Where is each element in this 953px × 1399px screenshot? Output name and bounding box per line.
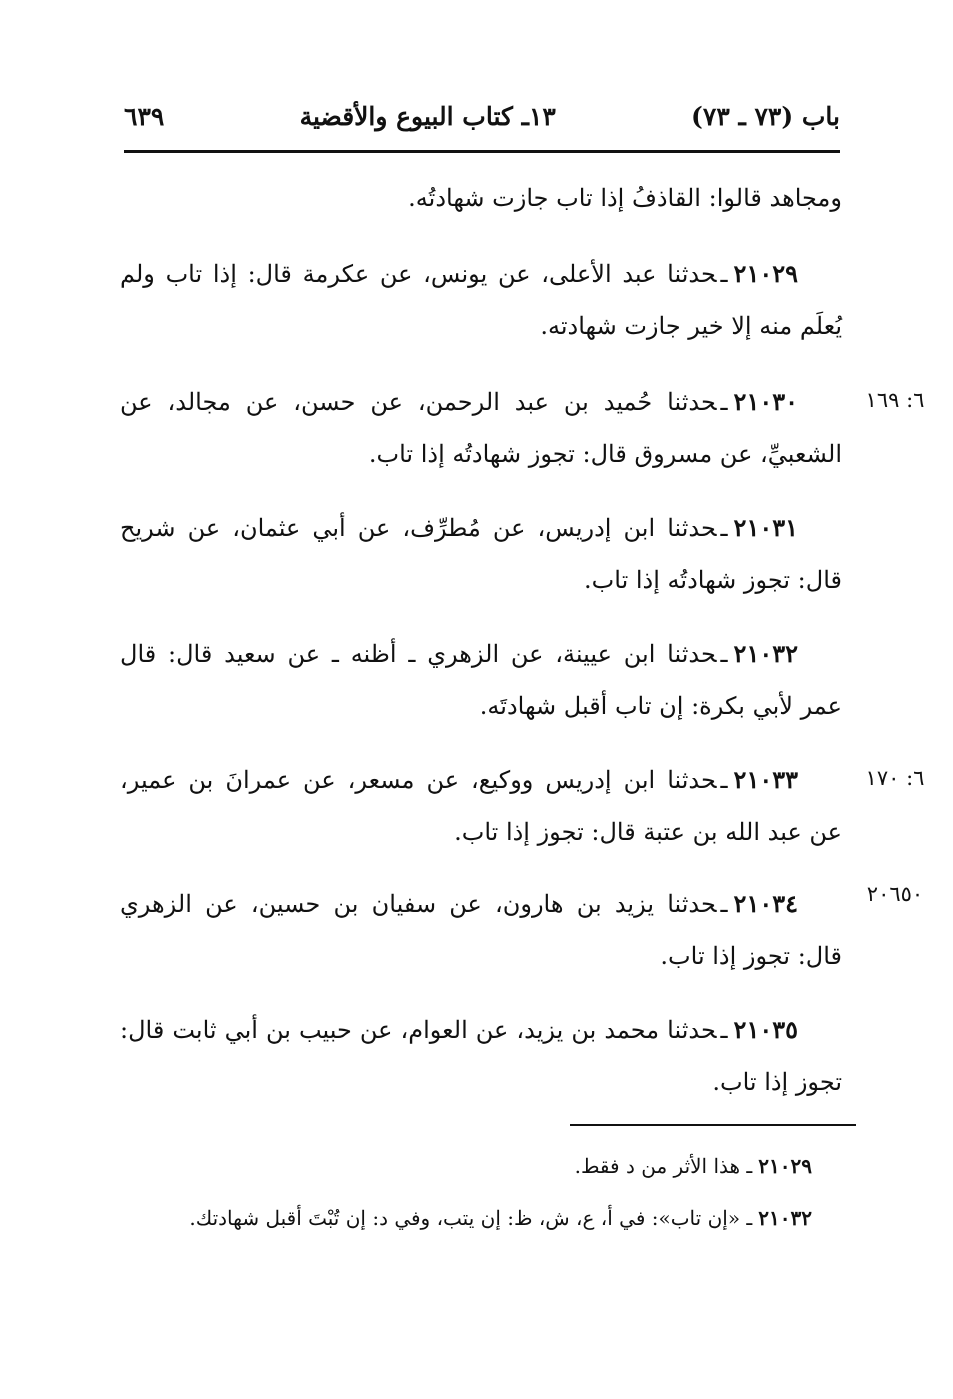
entry-continuation <box>120 172 842 224</box>
entry-21033: ٢١٠٣٣ـحدثنا ابن إدريس ووكيع، عن مسعر، عن عمرانَ بن عمير، عن عبد الله بن عتبة قال: تجوز إذا تاب. <box>120 765 842 846</box>
footnote-21029: ٢١٠٢٩ـ هذا الأثر من د فقط. <box>574 1154 812 1178</box>
book-title: ١٣ـ كتاب البيوع والأقضية <box>299 101 556 131</box>
page-header <box>124 96 840 136</box>
entry-number: ٢١٠٣٤ <box>733 889 798 918</box>
entry-number: ٢١٠٣٥ <box>733 1015 798 1044</box>
header-divider <box>124 150 840 153</box>
entry-text: حدثنا ابن عيينة، عن الزهري ـ أظنه ـ عن سعيد قال: قال عمر لأبي بكرة: إن تاب أقبل شهادتَه. <box>120 640 842 720</box>
footnote-text: هذا الأثر من د فقط. <box>574 1154 741 1178</box>
page-number: ٦٣٩ <box>124 101 165 131</box>
entry-number: ٢١٠٢٩ <box>733 259 798 288</box>
entry-number: ٢١٠٣٢ <box>733 639 798 668</box>
entry-number: ٢١٠٣٣ <box>733 765 798 794</box>
entry-text: ومجاهد قالوا: القاذفُ إذا تاب جازت شهادتُه. <box>408 184 842 212</box>
entry-21029: ٢١٠٢٩ـحدثنا عبد الأعلى، عن يونس، عن عكرمة قال: إذا تاب ولم يُعلَم منه إلا خير جازت شهادته. <box>120 259 842 340</box>
margin-reference: ٦: ١٧٠ <box>865 766 925 790</box>
entry-21032: ٢١٠٣٢ـحدثنا ابن عيينة، عن الزهري ـ أظنه ـ عن سعيد قال: قال عمر لأبي بكرة: إن تاب أقبل شهادتَه. <box>120 639 842 720</box>
footnote-text: «إن تاب»: في أ، ع، ش، ظ: إن يتب، وفي د: إن تُبْتَ أقبل شهادتك. <box>189 1206 741 1230</box>
entry-number: ٢١٠٣١ <box>733 513 798 542</box>
entry-text: حدثنا ابن إدريس ووكيع، عن مسعر، عن عمرانَ بن عمير، عن عبد الله بن عتبة قال: تجوز إذا تاب. <box>120 766 842 846</box>
margin-reference: ٢٠٦٥٠ <box>866 882 924 906</box>
entry-21031: ٢١٠٣١ـحدثنا ابن إدريس، عن مُطرِّف، عن أبي عثمان، عن شريح قال: تجوز شهادتُه إذا تاب. <box>120 513 842 594</box>
entry-text: حدثنا ابن إدريس، عن مُطرِّف، عن أبي عثمان، عن شريح قال: تجوز شهادتُه إذا تاب. <box>120 514 842 594</box>
entry-text: حدثنا يزيد بن هارون، عن سفيان بن حسين، عن الزهري قال: تجوز إذا تاب. <box>120 890 842 970</box>
entry-21034: ٢١٠٣٤ـحدثنا يزيد بن هارون، عن سفيان بن حسين، عن الزهري قال: تجوز إذا تاب. <box>120 889 842 970</box>
entry-number: ٢١٠٣٠ <box>733 387 798 416</box>
entry-text: حدثنا محمد بن يزيد، عن العوام، عن حبيب بن أبي ثابت قال: تجوز إذا تاب. <box>120 1016 842 1096</box>
entry-21030: ٢١٠٣٠ـحدثنا حُميد بن عبد الرحمن، عن حسن، عن مجالد، عن الشعبيِّ، عن مسروق قال: تجوز شهادتُه إذا تاب. <box>120 387 842 468</box>
entry-text: حدثنا عبد الأعلى، عن يونس، عن عكرمة قال: إذا تاب ولم يُعلَم منه إلا خير جازت شهادته. <box>120 260 842 340</box>
chapter-label: باب (٧٣ ـ ٧٣) <box>691 101 840 131</box>
margin-reference: ٦: ١٦٩ <box>865 388 925 412</box>
entry-text: حدثنا حُميد بن عبد الرحمن، عن حسن، عن مجالد، عن الشعبيِّ، عن مسروق قال: تجوز شهادتُه إذا تاب. <box>120 388 842 468</box>
entry-21035: ٢١٠٣٥ـحدثنا محمد بن يزيد، عن العوام، عن حبيب بن أبي ثابت قال: تجوز إذا تاب. <box>120 1015 842 1096</box>
footnote-number: ٢١٠٣٢ <box>758 1206 812 1230</box>
footnote-number: ٢١٠٢٩ <box>758 1154 812 1178</box>
footnote-21032: ٢١٠٣٢ـ «إن تاب»: في أ، ع، ش، ظ: إن يتب، وفي د: إن تُبْتَ أقبل شهادتك. <box>189 1206 812 1230</box>
footnote-divider <box>570 1124 856 1126</box>
